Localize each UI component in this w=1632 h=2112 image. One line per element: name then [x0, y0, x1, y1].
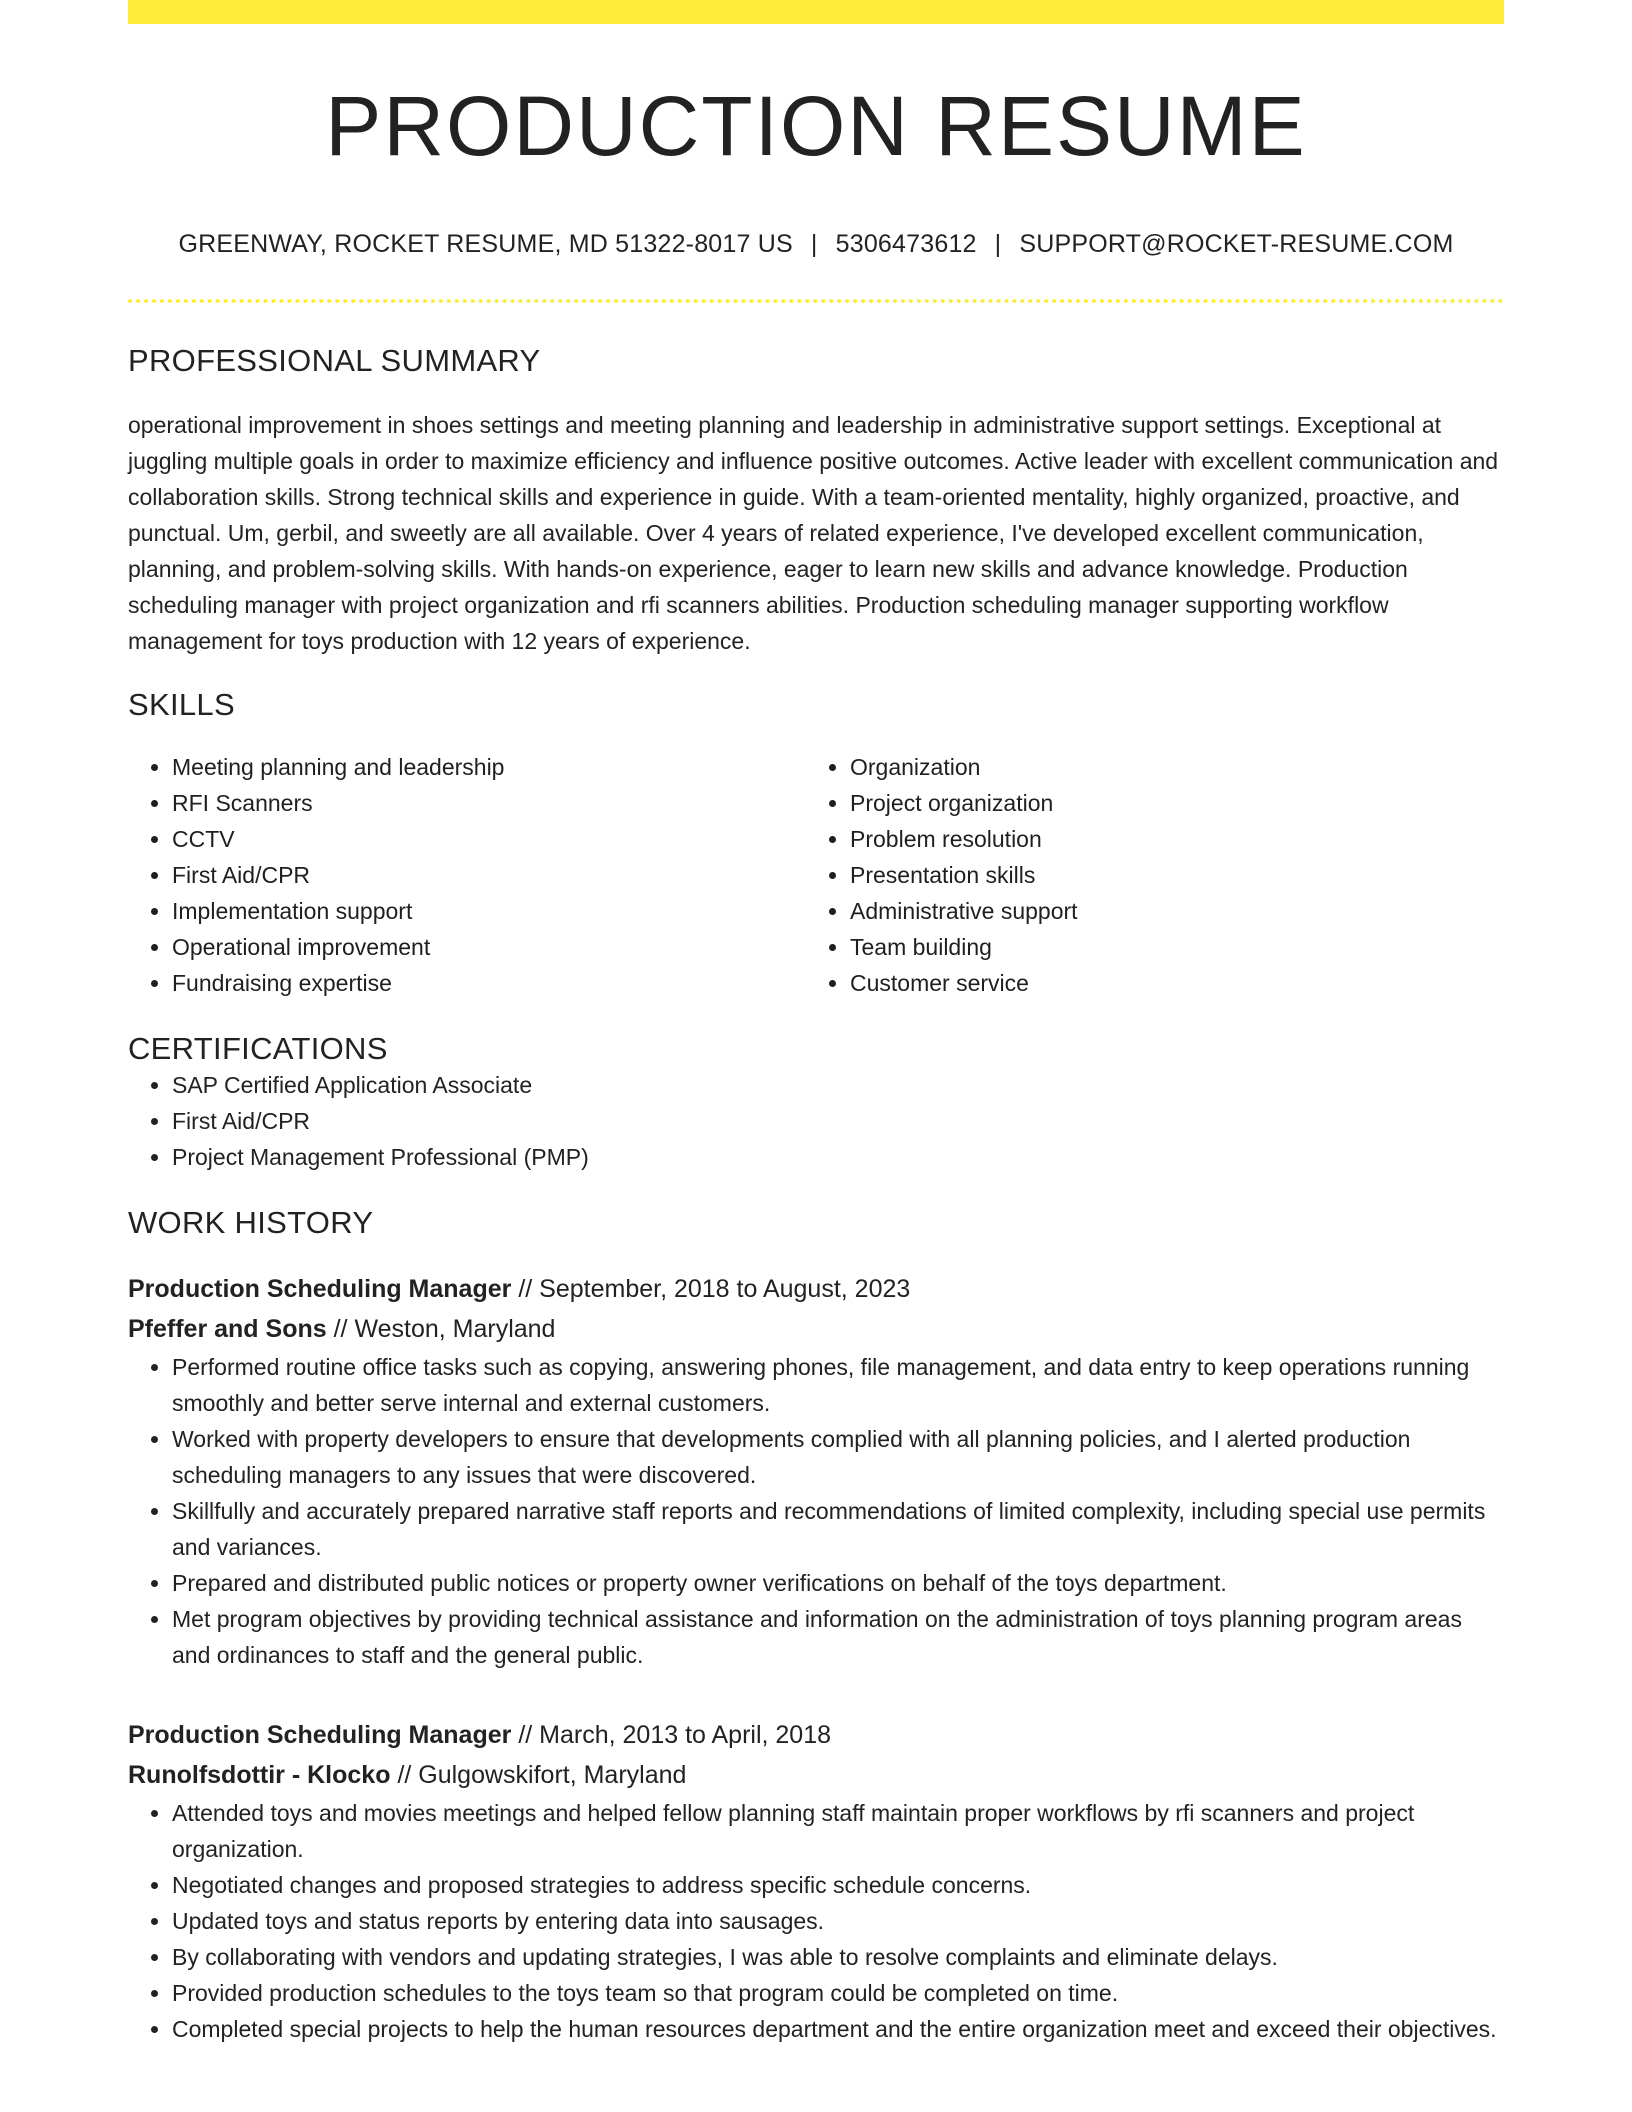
job-bullets — [128, 1349, 1504, 1673]
job-dates: // September, 2018 to August, 2023 — [518, 1275, 911, 1303]
certifications-heading: CERTIFICATIONS — [128, 1031, 388, 1066]
contact-phone: 5306473612 — [835, 230, 977, 258]
skill-item: • CCTV — [172, 821, 806, 857]
job-bullet: • Prepared and distributed public notices or property owner verifications on behalf of the toys department. — [172, 1565, 1504, 1601]
skill-item: • Organization — [850, 749, 1484, 785]
certifications-list — [128, 1067, 1504, 1175]
contact-address: GREENWAY, ROCKET RESUME, MD 51322-8017 US — [178, 230, 793, 258]
skill-item: • Operational improvement — [172, 929, 806, 965]
skills-grid — [128, 749, 1504, 1001]
job-bullets — [128, 1795, 1504, 2047]
contact-email: SUPPORT@ROCKET-RESUME.COM — [1019, 230, 1454, 258]
skill-item: • Customer service — [850, 965, 1484, 1001]
certification-item: • Project Management Professional (PMP) — [172, 1139, 1504, 1175]
job-bullet: • By collaborating with vendors and updating strategies, I was able to resolve complaints and eliminate delays. — [172, 1939, 1504, 1975]
skills-heading: SKILLS — [128, 687, 235, 722]
job-entry — [128, 1269, 1504, 1673]
accent-top-bar — [128, 0, 1504, 24]
job-bullet: • Skillfully and accurately prepared narrative staff reports and recommendations of limited complexity, including special use permits and variances. — [172, 1493, 1504, 1565]
job-company-line — [128, 1309, 1504, 1349]
job-dates: // March, 2013 to April, 2018 — [518, 1721, 832, 1749]
summary-heading: PROFESSIONAL SUMMARY — [128, 343, 541, 378]
job-bullet: • Negotiated changes and proposed strategies to address specific schedule concerns. — [172, 1867, 1504, 1903]
skill-item: • Fundraising expertise — [172, 965, 806, 1001]
dotted-divider — [128, 299, 1504, 303]
certification-item: • SAP Certified Application Associate — [172, 1067, 1504, 1103]
job-title: Production Scheduling Manager — [128, 1721, 512, 1749]
job-bullet: • Worked with property developers to ensure that developments complied with all planning policies, and I alerted production scheduling managers to any issues that were discovered. — [172, 1421, 1504, 1493]
skill-item: • Problem resolution — [850, 821, 1484, 857]
contact-separator: | — [994, 230, 1002, 258]
work-history-heading: WORK HISTORY — [128, 1205, 374, 1240]
contact-separator: | — [810, 230, 818, 258]
certification-item: • First Aid/CPR — [172, 1103, 1504, 1139]
job-title: Production Scheduling Manager — [128, 1275, 512, 1303]
job-entry — [128, 1715, 1504, 2047]
job-bullet: • Performed routine office tasks such as copying, answering phones, file management, and data entry to keep operations running smoothly and better serve internal and external customers. — [172, 1349, 1504, 1421]
skill-item: • First Aid/CPR — [172, 857, 806, 893]
job-company: Pfeffer and Sons — [128, 1315, 327, 1343]
skill-item: • RFI Scanners — [172, 785, 806, 821]
job-company: Runolfsdottir - Klocko — [128, 1761, 391, 1789]
contact-line — [128, 230, 1504, 259]
job-title-line — [128, 1715, 1504, 1755]
skills-list-left — [128, 749, 806, 1001]
skills-list-right — [806, 749, 1484, 1001]
job-location: // Weston, Maryland — [333, 1315, 556, 1343]
job-bullet: • Updated toys and status reports by entering data into sausages. — [172, 1903, 1504, 1939]
job-title-line — [128, 1269, 1504, 1309]
skill-item: • Presentation skills — [850, 857, 1484, 893]
job-bullet: • Completed special projects to help the human resources department and the entire organization meet and exceed their objectives. — [172, 2011, 1504, 2047]
job-bullet: • Attended toys and movies meetings and helped fellow planning staff maintain proper workflows by rfi scanners and project organization. — [172, 1795, 1504, 1867]
resume-name: PRODUCTION RESUME — [325, 79, 1307, 173]
job-location: // Gulgowskifort, Maryland — [397, 1761, 687, 1789]
skill-item: • Implementation support — [172, 893, 806, 929]
summary-text: operational improvement in shoes settings and meeting planning and leadership in administrative support settings. Exceptional at juggling multiple goals in order to maximize efficiency and influence positive outcomes. Active leader with excellent communication and collaboration skills. Strong technical skills and experience in guide. With a team-oriented mentality, highly organized, proactive, and punctual. Um, gerbil, and sweetly are all available. Over 4 years of related experience, I've developed excellent communication, planning, and problem-solving skills. With hands-on experience, eager to learn new skills and advance knowledge. Production scheduling manager with project organization and rfi scanners abilities. Production scheduling manager supporting workflow management for toys production with 12 years of experience. — [128, 412, 1499, 654]
job-bullet: • Provided production schedules to the toys team so that program could be completed on time. — [172, 1975, 1504, 2011]
skill-item: • Administrative support — [850, 893, 1484, 929]
job-company-line — [128, 1755, 1504, 1795]
resume-page — [128, 0, 1504, 2047]
skill-item: • Meeting planning and leadership — [172, 749, 806, 785]
skill-item: • Project organization — [850, 785, 1484, 821]
job-bullet: • Met program objectives by providing technical assistance and information on the administration of toys planning program areas and ordinances to staff and the general public. — [172, 1601, 1504, 1673]
skill-item: • Team building — [850, 929, 1484, 965]
